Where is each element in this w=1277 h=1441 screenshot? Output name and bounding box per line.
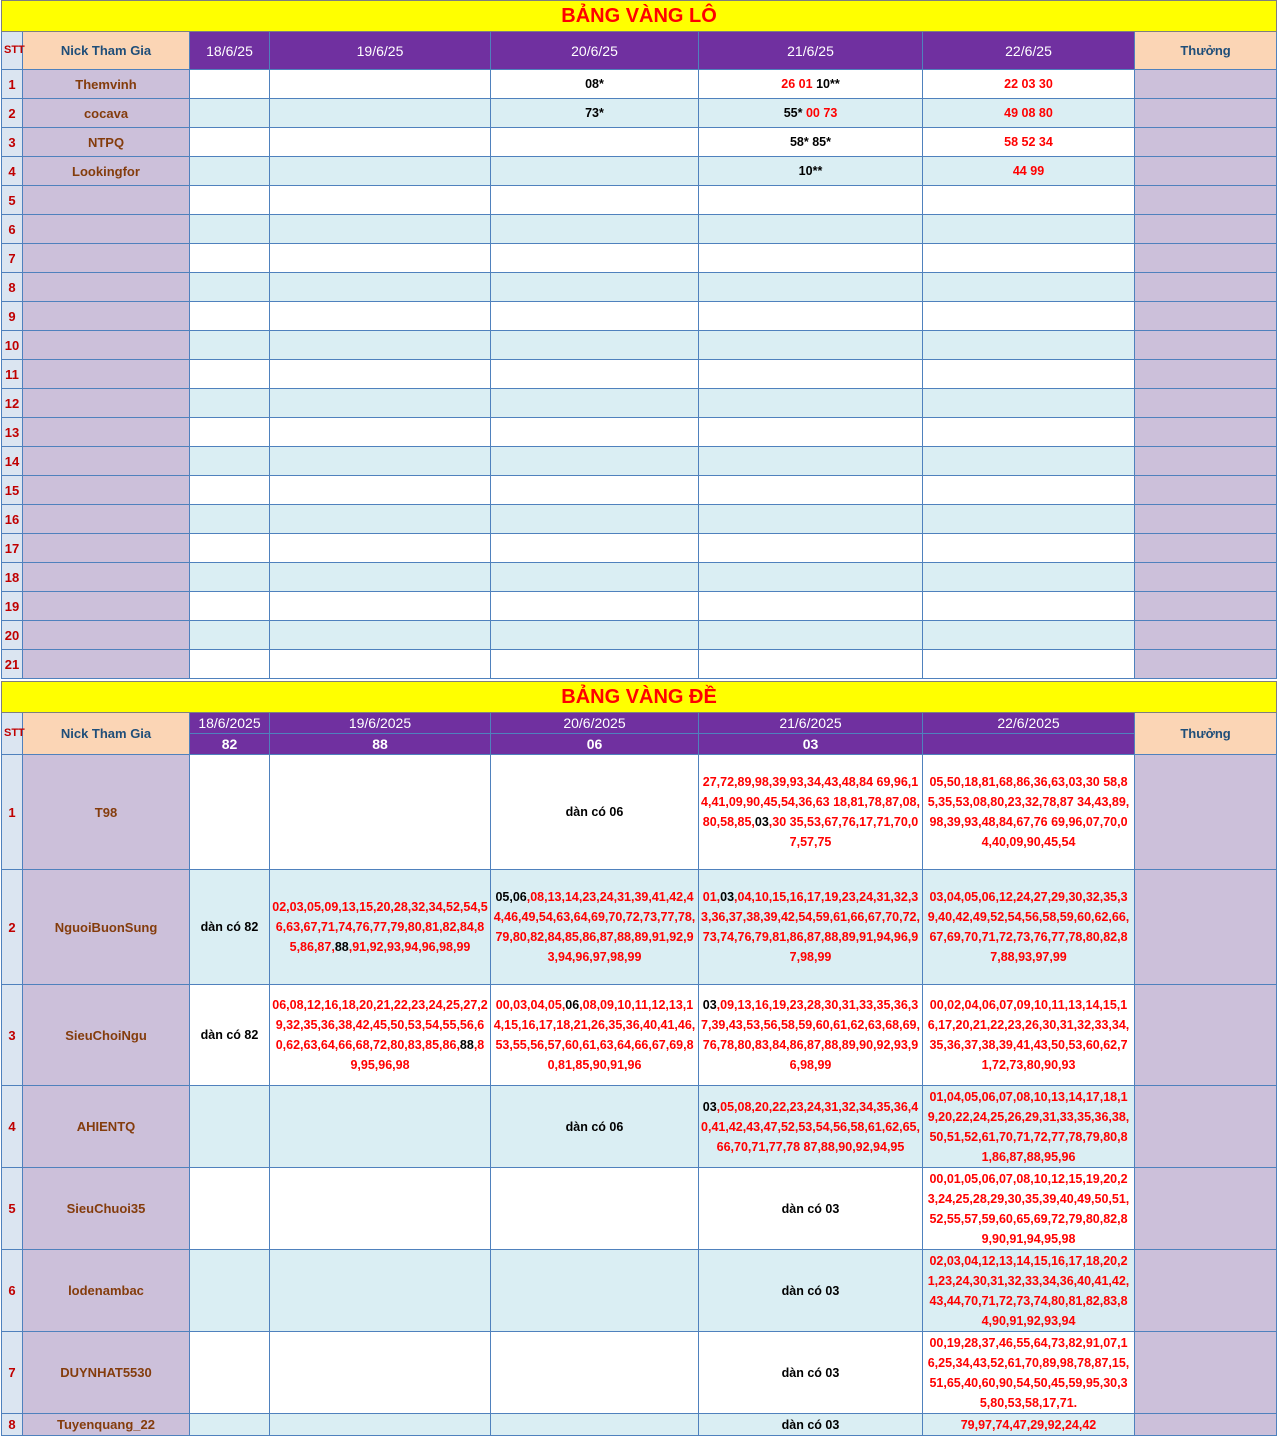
nick-name xyxy=(23,650,190,679)
table-row xyxy=(2,157,1277,186)
nick-name xyxy=(23,534,190,563)
table-row xyxy=(2,621,1277,650)
nick-name: Tuyenquang_22 xyxy=(23,1414,190,1436)
row-number: 6 xyxy=(2,1250,23,1332)
row-number: 3 xyxy=(2,985,23,1086)
row-number: 8 xyxy=(2,273,23,302)
date-header: 20/6/2025 xyxy=(491,713,699,734)
pick-cell: dàn có 03 xyxy=(699,1250,923,1332)
de-table xyxy=(1,681,1277,1436)
row-number: 8 xyxy=(2,1414,23,1436)
row-number: 19 xyxy=(2,592,23,621)
lo-table xyxy=(1,0,1277,679)
table-row xyxy=(2,534,1277,563)
nick-name: cocava xyxy=(23,99,190,128)
table-row xyxy=(2,186,1277,215)
nick-name: NguoiBuonSung xyxy=(23,870,190,985)
nick-name xyxy=(23,447,190,476)
pick-cell: 06,08,12,16,18,20,21,22,23,24,25,27,29,32,35,36,38,42,45,50,53,54,55,56,60,62,63,64,66,68,72,80,83,85,86,88,89,95,96,98 xyxy=(270,985,491,1086)
pick-cell: 03,04,05,06,12,24,27,29,30,32,35,39,40,42,49,52,54,56,58,59,60,62,66,67,69,70,71,72,73,76,77,78,80,82,87,88,93,97,99 xyxy=(923,870,1135,985)
nick-name xyxy=(23,186,190,215)
row-number: 18 xyxy=(2,563,23,592)
row-number: 6 xyxy=(2,215,23,244)
pick-cell: 27,72,89,98,39,93,34,43,48,84 69,96,14,41,09,90,45,54,36,63 18,81,78,87,08,80,58,85,03,30 35,53,67,76,17,71,70,07,57,75 xyxy=(699,755,923,870)
row-number: 17 xyxy=(2,534,23,563)
nick-name xyxy=(23,331,190,360)
pick-cell: 22 03 30 xyxy=(923,70,1135,99)
row-number: 2 xyxy=(2,870,23,985)
row-number: 13 xyxy=(2,418,23,447)
table-row xyxy=(2,418,1277,447)
pick-cell: 73* xyxy=(491,99,699,128)
table-row xyxy=(2,215,1277,244)
row-number: 1 xyxy=(2,70,23,99)
nick-header: Nick Tham Gia xyxy=(23,713,190,755)
pick-cell: 05,50,18,81,68,86,36,63,03,30 58,85,35,53,08,80,23,32,78,87 34,43,89,98,39,93,48,84,67,76 69,96,07,70,04,40,09,90,45,54 xyxy=(923,755,1135,870)
pick-cell: dàn có 03 xyxy=(699,1332,923,1414)
pick-cell: 44 99 xyxy=(923,157,1135,186)
pick-cell: dàn có 03 xyxy=(699,1168,923,1250)
date-header: 22/6/25 xyxy=(923,32,1135,70)
pick-cell: 00,02,04,06,07,09,10,11,13,14,15,16,17,20,21,22,23,26,30,31,32,33,34,35,36,37,38,39,41,43,50,53,60,62,71,72,73,80,90,93 xyxy=(923,985,1135,1086)
pick-cell: 05,06,08,13,14,23,24,31,39,41,42,44,46,49,54,63,64,69,70,72,73,77,78,79,80,82,84,85,86,87,88,89,91,92,93,94,96,97,98,99 xyxy=(491,870,699,985)
row-number: 3 xyxy=(2,128,23,157)
table-row xyxy=(2,870,1277,985)
nick-name xyxy=(23,389,190,418)
table-row xyxy=(2,505,1277,534)
table-row xyxy=(2,1414,1277,1436)
nick-name xyxy=(23,418,190,447)
date-header: 21/6/25 xyxy=(699,32,923,70)
table-row xyxy=(2,563,1277,592)
nick-name: DUYNHAT5530 xyxy=(23,1332,190,1414)
table-row xyxy=(2,476,1277,505)
result-value: 82 xyxy=(190,734,270,755)
pick-cell: 00,19,28,37,46,55,64,73,82,91,07,16,25,34,43,52,61,70,89,98,78,87,15,51,65,40,60,90,54,50,45,59,95,30,35,80,53,58,17,71. xyxy=(923,1332,1135,1414)
nick-name xyxy=(23,505,190,534)
nick-name xyxy=(23,302,190,331)
pick-cell: dàn có 06 xyxy=(491,755,699,870)
row-number: 2 xyxy=(2,99,23,128)
result-value: 06 xyxy=(491,734,699,755)
stt-header: STT xyxy=(2,32,23,70)
nick-name: SieuChoiNgu xyxy=(23,985,190,1086)
nick-name: lodenambac xyxy=(23,1250,190,1332)
table-row xyxy=(2,447,1277,476)
pick-cell: dàn có 82 xyxy=(190,985,270,1086)
table-row xyxy=(2,389,1277,418)
row-number: 5 xyxy=(2,1168,23,1250)
pick-cell: 03,05,08,20,22,23,24,31,32,34,35,36,40,41,42,43,47,52,53,54,56,58,61,62,65,66,70,71,77,78 87,88,90,92,94,95 xyxy=(699,1086,923,1168)
table-row xyxy=(2,1168,1277,1250)
row-number: 20 xyxy=(2,621,23,650)
pick-cell: 55* 00 73 xyxy=(699,99,923,128)
table-row xyxy=(2,1250,1277,1332)
pick-cell: 01,03,04,10,15,16,17,19,23,24,31,32,33,36,37,38,39,42,54,59,61,66,67,70,72,73,74,76,79,81,86,87,88,89,91,94,96,97,98,99 xyxy=(699,870,923,985)
pick-cell: 02,03,04,12,13,14,15,16,17,18,20,21,23,24,30,31,32,33,34,36,40,41,42,43,44,70,71,72,73,74,80,81,82,83,84,90,91,92,93,94 xyxy=(923,1250,1135,1332)
table-row xyxy=(2,360,1277,389)
nick-name xyxy=(23,592,190,621)
result-value: 88 xyxy=(270,734,491,755)
nick-name: T98 xyxy=(23,755,190,870)
pick-cell: dàn có 03 xyxy=(699,1414,923,1436)
table-row xyxy=(2,128,1277,157)
result-value xyxy=(923,734,1135,755)
nick-name: AHIENTQ xyxy=(23,1086,190,1168)
row-number: 7 xyxy=(2,244,23,273)
table-row xyxy=(2,985,1277,1086)
table-row xyxy=(2,302,1277,331)
pick-cell: 79,97,74,47,29,92,24,42 xyxy=(923,1414,1135,1436)
date-header: 19/6/2025 xyxy=(270,713,491,734)
row-number: 21 xyxy=(2,650,23,679)
row-number: 5 xyxy=(2,186,23,215)
pick-cell: 58* 85* xyxy=(699,128,923,157)
row-number: 4 xyxy=(2,1086,23,1168)
pick-cell: dàn có 82 xyxy=(190,870,270,985)
pick-cell: 10** xyxy=(699,157,923,186)
lo-title: BẢNG VÀNG LÔ xyxy=(2,1,1277,32)
row-number: 14 xyxy=(2,447,23,476)
nick-name xyxy=(23,273,190,302)
date-header: 18/6/25 xyxy=(190,32,270,70)
row-number: 4 xyxy=(2,157,23,186)
nick-name xyxy=(23,215,190,244)
pick-cell: 02,03,05,09,13,15,20,28,32,34,52,54,56,63,67,71,74,76,77,79,80,81,82,84,85,86,87,88,91,92,93,94,96,98,99 xyxy=(270,870,491,985)
row-number: 10 xyxy=(2,331,23,360)
table-row xyxy=(2,331,1277,360)
date-header: 19/6/25 xyxy=(270,32,491,70)
row-number: 15 xyxy=(2,476,23,505)
nick-name xyxy=(23,244,190,273)
date-header: 21/6/2025 xyxy=(699,713,923,734)
de-title: BẢNG VÀNG ĐỀ xyxy=(2,682,1277,713)
nick-name xyxy=(23,360,190,389)
table-row xyxy=(2,650,1277,679)
table-row xyxy=(2,99,1277,128)
row-number: 7 xyxy=(2,1332,23,1414)
row-number: 1 xyxy=(2,755,23,870)
nick-name: SieuChuoi35 xyxy=(23,1168,190,1250)
table-row xyxy=(2,273,1277,302)
pick-cell: 26 01 10** xyxy=(699,70,923,99)
table-row xyxy=(2,244,1277,273)
nick-name xyxy=(23,621,190,650)
row-number: 16 xyxy=(2,505,23,534)
date-header: 18/6/2025 xyxy=(190,713,270,734)
table-row xyxy=(2,592,1277,621)
pick-cell: 49 08 80 xyxy=(923,99,1135,128)
nick-name xyxy=(23,476,190,505)
table-row xyxy=(2,70,1277,99)
nick-name: Themvinh xyxy=(23,70,190,99)
nick-header: Nick Tham Gia xyxy=(23,32,190,70)
nick-name: NTPQ xyxy=(23,128,190,157)
table-row xyxy=(2,1086,1277,1168)
pick-cell: 01,04,05,06,07,08,10,13,14,17,18,19,20,22,24,25,26,29,31,33,35,36,38,50,51,52,61,70,71,72,77,78,79,80,81,86,87,88,95,96 xyxy=(923,1086,1135,1168)
date-header: 20/6/25 xyxy=(491,32,699,70)
pick-cell: 58 52 34 xyxy=(923,128,1135,157)
table-row xyxy=(2,1332,1277,1414)
pick-cell: 00,03,04,05,06,08,09,10,11,12,13,14,15,16,17,18,21,26,35,36,40,41,46,53,55,56,57,60,61,63,64,66,67,69,80,81,85,90,91,96 xyxy=(491,985,699,1086)
pick-cell: dàn có 06 xyxy=(491,1086,699,1168)
date-header: 22/6/2025 xyxy=(923,713,1135,734)
pick-cell: 03,09,13,16,19,23,28,30,31,33,35,36,37,39,43,53,56,58,59,60,61,62,63,68,69,76,78,80,83,84,86,87,88,89,90,92,93,96,98,99 xyxy=(699,985,923,1086)
row-number: 11 xyxy=(2,360,23,389)
row-number: 12 xyxy=(2,389,23,418)
nick-name: Lookingfor xyxy=(23,157,190,186)
row-number: 9 xyxy=(2,302,23,331)
nick-name xyxy=(23,563,190,592)
result-value: 03 xyxy=(699,734,923,755)
table-row xyxy=(2,755,1277,870)
pick-cell: 08* xyxy=(491,70,699,99)
prize-header: Thưởng xyxy=(1135,32,1277,70)
stt-header: STT xyxy=(2,713,23,755)
prize-header: Thưởng xyxy=(1135,713,1277,755)
pick-cell: 00,01,05,06,07,08,10,12,15,19,20,23,24,25,28,29,30,35,39,40,49,50,51,52,55,57,59,60,65,69,72,79,80,82,89,90,91,94,95,98 xyxy=(923,1168,1135,1250)
